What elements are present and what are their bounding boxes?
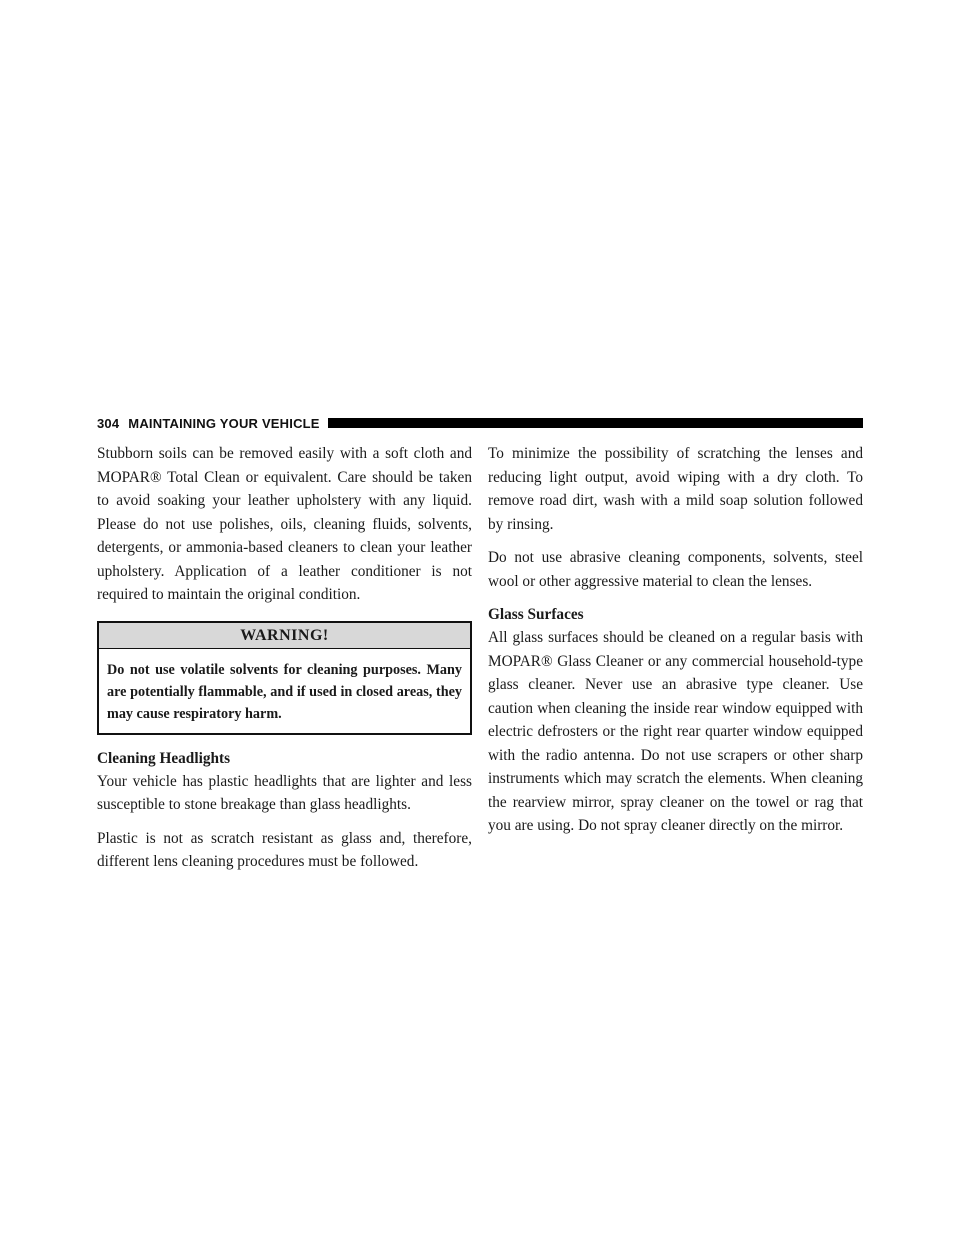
header-rule xyxy=(328,418,863,428)
warning-text: Do not use volatile solvents for cleaning purposes. Many are potentially flammable, and if used in closed areas, they may cause respiratory harm. xyxy=(107,661,462,722)
right-column xyxy=(488,442,863,848)
glass-surfaces-heading: Glass Surfaces xyxy=(488,606,584,623)
warning-box xyxy=(97,621,472,735)
headlights-paragraph-2: Plastic is not as scratch resistant as glass and, therefore, different lens cleaning procedures must be followed. xyxy=(97,829,472,870)
headlights-paragraph-1: Your vehicle has plastic headlights that are lighter and less susceptible to stone breakage than glass headlights. xyxy=(97,772,472,813)
section-title: MAINTAINING YOUR VEHICLE xyxy=(128,415,320,431)
leather-cleaning-paragraph: Stubborn soils can be removed easily with a soft cloth and MOPAR® Total Clean or equivalent. Care should be taken to avoid soaking your leather upholstery with any liquid. Please do not use polishes, oils, cleaning fluids, solvents, detergents, or ammonia-based cleaners to clean your leather upholstery. Application of a leather conditioner is not required to maintain the original condition. xyxy=(97,445,472,603)
lens-paragraph-2: Do not use abrasive cleaning components, solvents, steel wool or other aggressive material to clean the lenses. xyxy=(488,549,863,590)
headlights-heading: Cleaning Headlights xyxy=(97,749,231,767)
left-column xyxy=(97,442,472,884)
page-number: 304 xyxy=(97,415,120,431)
warning-title: WARNING! xyxy=(99,623,470,649)
glass-surfaces-paragraph: All glass surfaces should be cleaned on a regular basis with MOPAR® Glass Cleaner or any commercial household-type glass cleaner. Never use an abrasive type cleaner. Use caution when cleaning the inside rear window equipped with electric defrosters or the right rear quarter window equipped with the radio antenna. Do not use scrapers or other sharp instruments which may scratch the elements. When cleaning the rearview mirror, spray cleaner on the towel or rag that you are using. Do not spray cleaner directly on the mirror. xyxy=(488,629,863,834)
lens-paragraph-1: To minimize the possibility of scratching the lenses and reducing light output, avoid wiping with a dry cloth. To remove road dirt, wash with a mild soap solution followed by rinsing. xyxy=(488,445,863,533)
page-header xyxy=(97,415,863,431)
